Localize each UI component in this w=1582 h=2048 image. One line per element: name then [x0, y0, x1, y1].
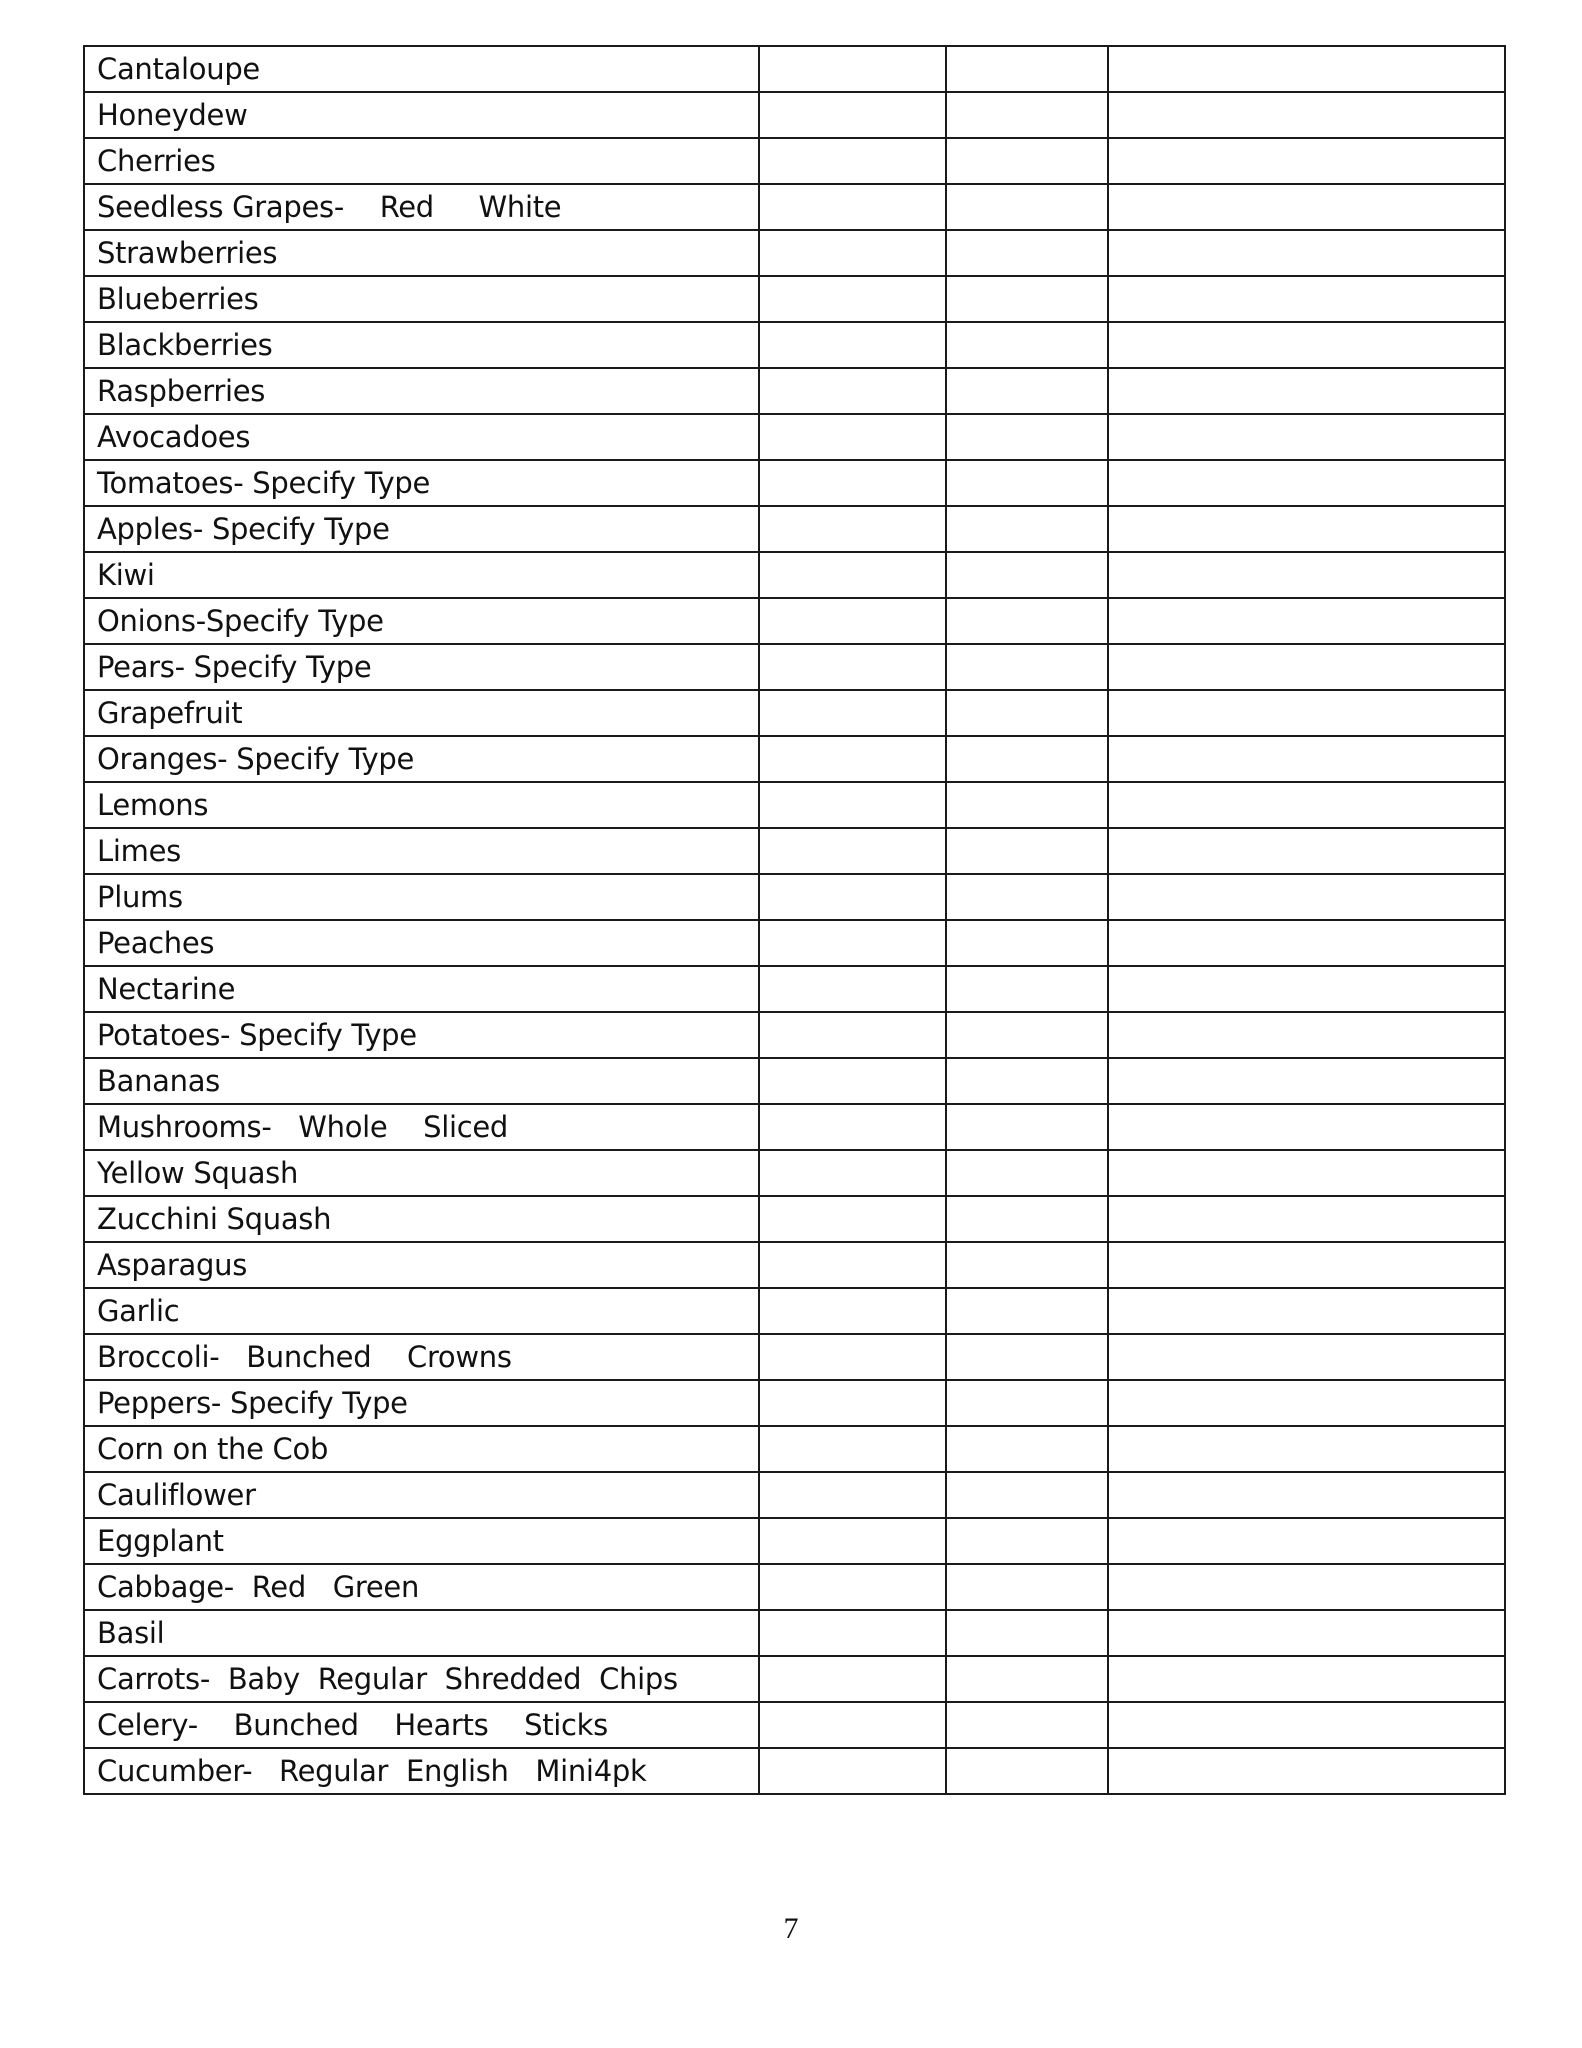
table-row	[84, 1380, 1505, 1426]
quantity-cell[interactable]	[759, 1656, 946, 1702]
quantity-cell[interactable]	[759, 1288, 946, 1334]
item-name-cell: Cucumber- Regular English Mini4pk	[84, 1748, 759, 1794]
table-row	[84, 1610, 1505, 1656]
item-name-cell: Blackberries	[84, 322, 759, 368]
table-row	[84, 736, 1505, 782]
item-name-cell: Zucchini Squash	[84, 1196, 759, 1242]
table-row	[84, 966, 1505, 1012]
unit-cell[interactable]	[946, 598, 1108, 644]
quantity-cell[interactable]	[759, 828, 946, 874]
table-row	[84, 920, 1505, 966]
quantity-cell[interactable]	[759, 230, 946, 276]
item-name-cell: Cherries	[84, 138, 759, 184]
quantity-cell[interactable]	[759, 1058, 946, 1104]
unit-cell[interactable]	[946, 1426, 1108, 1472]
notes-cell[interactable]	[1108, 1426, 1505, 1472]
item-name-cell: Carrots- Baby Regular Shredded Chips	[84, 1656, 759, 1702]
notes-cell[interactable]	[1108, 1196, 1505, 1242]
notes-cell[interactable]	[1108, 782, 1505, 828]
quantity-cell[interactable]	[759, 322, 946, 368]
quantity-cell[interactable]	[759, 598, 946, 644]
quantity-cell[interactable]	[759, 1610, 946, 1656]
unit-cell[interactable]	[946, 1702, 1108, 1748]
notes-cell[interactable]	[1108, 1518, 1505, 1564]
quantity-cell[interactable]	[759, 276, 946, 322]
item-name-cell: Eggplant	[84, 1518, 759, 1564]
table-row	[84, 1656, 1505, 1702]
notes-cell[interactable]	[1108, 552, 1505, 598]
table-row	[84, 1702, 1505, 1748]
notes-cell[interactable]	[1108, 1472, 1505, 1518]
unit-cell[interactable]	[946, 1564, 1108, 1610]
notes-cell[interactable]	[1108, 736, 1505, 782]
table-row	[84, 828, 1505, 874]
notes-cell[interactable]	[1108, 1242, 1505, 1288]
table-row	[84, 1242, 1505, 1288]
item-name-cell: Nectarine	[84, 966, 759, 1012]
item-name-cell: Mushrooms- Whole Sliced	[84, 1104, 759, 1150]
table-row	[84, 276, 1505, 322]
quantity-cell[interactable]	[759, 460, 946, 506]
item-name-cell: Raspberries	[84, 368, 759, 414]
item-name-cell: Strawberries	[84, 230, 759, 276]
unit-cell[interactable]	[946, 276, 1108, 322]
unit-cell[interactable]	[946, 1334, 1108, 1380]
item-name-cell: Asparagus	[84, 1242, 759, 1288]
item-name-cell: Bananas	[84, 1058, 759, 1104]
quantity-cell[interactable]	[759, 920, 946, 966]
notes-cell[interactable]	[1108, 138, 1505, 184]
unit-cell[interactable]	[946, 782, 1108, 828]
unit-cell[interactable]	[946, 460, 1108, 506]
quantity-cell[interactable]	[759, 1104, 946, 1150]
unit-cell[interactable]	[946, 1518, 1108, 1564]
item-name-cell: Blueberries	[84, 276, 759, 322]
notes-cell[interactable]	[1108, 460, 1505, 506]
table-row	[84, 92, 1505, 138]
notes-cell[interactable]	[1108, 1288, 1505, 1334]
notes-cell[interactable]	[1108, 1610, 1505, 1656]
table-row	[84, 1748, 1505, 1794]
quantity-cell[interactable]	[759, 1196, 946, 1242]
table-row	[84, 138, 1505, 184]
unit-cell[interactable]	[946, 92, 1108, 138]
item-name-cell: Seedless Grapes- Red White	[84, 184, 759, 230]
item-name-cell: Yellow Squash	[84, 1150, 759, 1196]
notes-cell[interactable]	[1108, 1748, 1505, 1794]
unit-cell[interactable]	[946, 1104, 1108, 1150]
item-name-cell: Lemons	[84, 782, 759, 828]
table-row	[84, 1104, 1505, 1150]
notes-cell[interactable]	[1108, 1104, 1505, 1150]
table-row	[84, 46, 1505, 92]
unit-cell[interactable]	[946, 736, 1108, 782]
table-row	[84, 1518, 1505, 1564]
notes-cell[interactable]	[1108, 1012, 1505, 1058]
unit-cell[interactable]	[946, 1656, 1108, 1702]
quantity-cell[interactable]	[759, 966, 946, 1012]
item-name-cell: Garlic	[84, 1288, 759, 1334]
notes-cell[interactable]	[1108, 1150, 1505, 1196]
table-row	[84, 1288, 1505, 1334]
table-row	[84, 230, 1505, 276]
item-name-cell: Peppers- Specify Type	[84, 1380, 759, 1426]
notes-cell[interactable]	[1108, 1564, 1505, 1610]
table-row	[84, 552, 1505, 598]
unit-cell[interactable]	[946, 1242, 1108, 1288]
unit-cell[interactable]	[946, 874, 1108, 920]
notes-cell[interactable]	[1108, 1058, 1505, 1104]
notes-cell[interactable]	[1108, 644, 1505, 690]
quantity-cell[interactable]	[759, 782, 946, 828]
item-name-cell: Apples- Specify Type	[84, 506, 759, 552]
notes-cell[interactable]	[1108, 1702, 1505, 1748]
item-name-cell: Potatoes- Specify Type	[84, 1012, 759, 1058]
quantity-cell[interactable]	[759, 1472, 946, 1518]
table-row	[84, 782, 1505, 828]
quantity-cell[interactable]	[759, 644, 946, 690]
quantity-cell[interactable]	[759, 46, 946, 92]
item-name-cell: Plums	[84, 874, 759, 920]
unit-cell[interactable]	[946, 368, 1108, 414]
table-row	[84, 598, 1505, 644]
notes-cell[interactable]	[1108, 46, 1505, 92]
unit-cell[interactable]	[946, 552, 1108, 598]
quantity-cell[interactable]	[759, 1518, 946, 1564]
quantity-cell[interactable]	[759, 1242, 946, 1288]
unit-cell[interactable]	[946, 1610, 1108, 1656]
notes-cell[interactable]	[1108, 1656, 1505, 1702]
quantity-cell[interactable]	[759, 1150, 946, 1196]
table-row	[84, 1334, 1505, 1380]
quantity-cell[interactable]	[759, 1564, 946, 1610]
quantity-cell[interactable]	[759, 1426, 946, 1472]
unit-cell[interactable]	[946, 322, 1108, 368]
item-name-cell: Cauliflower	[84, 1472, 759, 1518]
notes-cell[interactable]	[1108, 1380, 1505, 1426]
unit-cell[interactable]	[946, 1288, 1108, 1334]
table-row	[84, 1426, 1505, 1472]
table-row	[84, 322, 1505, 368]
unit-cell[interactable]	[946, 920, 1108, 966]
item-name-cell: Onions-Specify Type	[84, 598, 759, 644]
table-row	[84, 1196, 1505, 1242]
unit-cell[interactable]	[946, 1472, 1108, 1518]
quantity-cell[interactable]	[759, 138, 946, 184]
notes-cell[interactable]	[1108, 828, 1505, 874]
quantity-cell[interactable]	[759, 414, 946, 460]
quantity-cell[interactable]	[759, 690, 946, 736]
unit-cell[interactable]	[946, 1012, 1108, 1058]
unit-cell[interactable]	[946, 230, 1108, 276]
notes-cell[interactable]	[1108, 322, 1505, 368]
table-row	[84, 368, 1505, 414]
table-row	[84, 644, 1505, 690]
notes-cell[interactable]	[1108, 184, 1505, 230]
quantity-cell[interactable]	[759, 1702, 946, 1748]
notes-cell[interactable]	[1108, 368, 1505, 414]
item-name-cell: Grapefruit	[84, 690, 759, 736]
table-row	[84, 690, 1505, 736]
notes-cell[interactable]	[1108, 690, 1505, 736]
unit-cell[interactable]	[946, 1380, 1108, 1426]
quantity-cell[interactable]	[759, 368, 946, 414]
notes-cell[interactable]	[1108, 230, 1505, 276]
quantity-cell[interactable]	[759, 1380, 946, 1426]
unit-cell[interactable]	[946, 644, 1108, 690]
unit-cell[interactable]	[946, 184, 1108, 230]
unit-cell[interactable]	[946, 828, 1108, 874]
unit-cell[interactable]	[946, 138, 1108, 184]
quantity-cell[interactable]	[759, 552, 946, 598]
notes-cell[interactable]	[1108, 506, 1505, 552]
produce-order-table	[83, 45, 1506, 1795]
item-name-cell: Broccoli- Bunched Crowns	[84, 1334, 759, 1380]
item-name-cell: Tomatoes- Specify Type	[84, 460, 759, 506]
item-name-cell: Avocadoes	[84, 414, 759, 460]
item-name-cell: Corn on the Cob	[84, 1426, 759, 1472]
produce-order-table-body	[84, 46, 1505, 1794]
table-row	[84, 184, 1505, 230]
table-row	[84, 1564, 1505, 1610]
unit-cell[interactable]	[946, 414, 1108, 460]
item-name-cell: Cantaloupe	[84, 46, 759, 92]
notes-cell[interactable]	[1108, 414, 1505, 460]
table-row	[84, 1058, 1505, 1104]
unit-cell[interactable]	[946, 1150, 1108, 1196]
unit-cell[interactable]	[946, 1058, 1108, 1104]
notes-cell[interactable]	[1108, 598, 1505, 644]
page-number: 7	[783, 1912, 799, 1945]
quantity-cell[interactable]	[759, 506, 946, 552]
table-row	[84, 1012, 1505, 1058]
unit-cell[interactable]	[946, 46, 1108, 92]
item-name-cell: Limes	[84, 828, 759, 874]
item-name-cell: Kiwi	[84, 552, 759, 598]
quantity-cell[interactable]	[759, 184, 946, 230]
quantity-cell[interactable]	[759, 92, 946, 138]
item-name-cell: Basil	[84, 1610, 759, 1656]
notes-cell[interactable]	[1108, 1334, 1505, 1380]
item-name-cell: Cabbage- Red Green	[84, 1564, 759, 1610]
unit-cell[interactable]	[946, 690, 1108, 736]
notes-cell[interactable]	[1108, 276, 1505, 322]
notes-cell[interactable]	[1108, 92, 1505, 138]
quantity-cell[interactable]	[759, 1012, 946, 1058]
notes-cell[interactable]	[1108, 966, 1505, 1012]
unit-cell[interactable]	[946, 1748, 1108, 1794]
item-name-cell: Honeydew	[84, 92, 759, 138]
item-name-cell: Celery- Bunched Hearts Sticks	[84, 1702, 759, 1748]
notes-cell[interactable]	[1108, 920, 1505, 966]
table-row	[84, 1150, 1505, 1196]
quantity-cell[interactable]	[759, 736, 946, 782]
table-row	[84, 1472, 1505, 1518]
unit-cell[interactable]	[946, 966, 1108, 1012]
unit-cell[interactable]	[946, 1196, 1108, 1242]
item-name-cell: Oranges- Specify Type	[84, 736, 759, 782]
quantity-cell[interactable]	[759, 1748, 946, 1794]
item-name-cell: Pears- Specify Type	[84, 644, 759, 690]
item-name-cell: Peaches	[84, 920, 759, 966]
unit-cell[interactable]	[946, 506, 1108, 552]
notes-cell[interactable]	[1108, 874, 1505, 920]
table-row	[84, 460, 1505, 506]
quantity-cell[interactable]	[759, 1334, 946, 1380]
table-row	[84, 874, 1505, 920]
table-row	[84, 414, 1505, 460]
quantity-cell[interactable]	[759, 874, 946, 920]
table-row	[84, 506, 1505, 552]
